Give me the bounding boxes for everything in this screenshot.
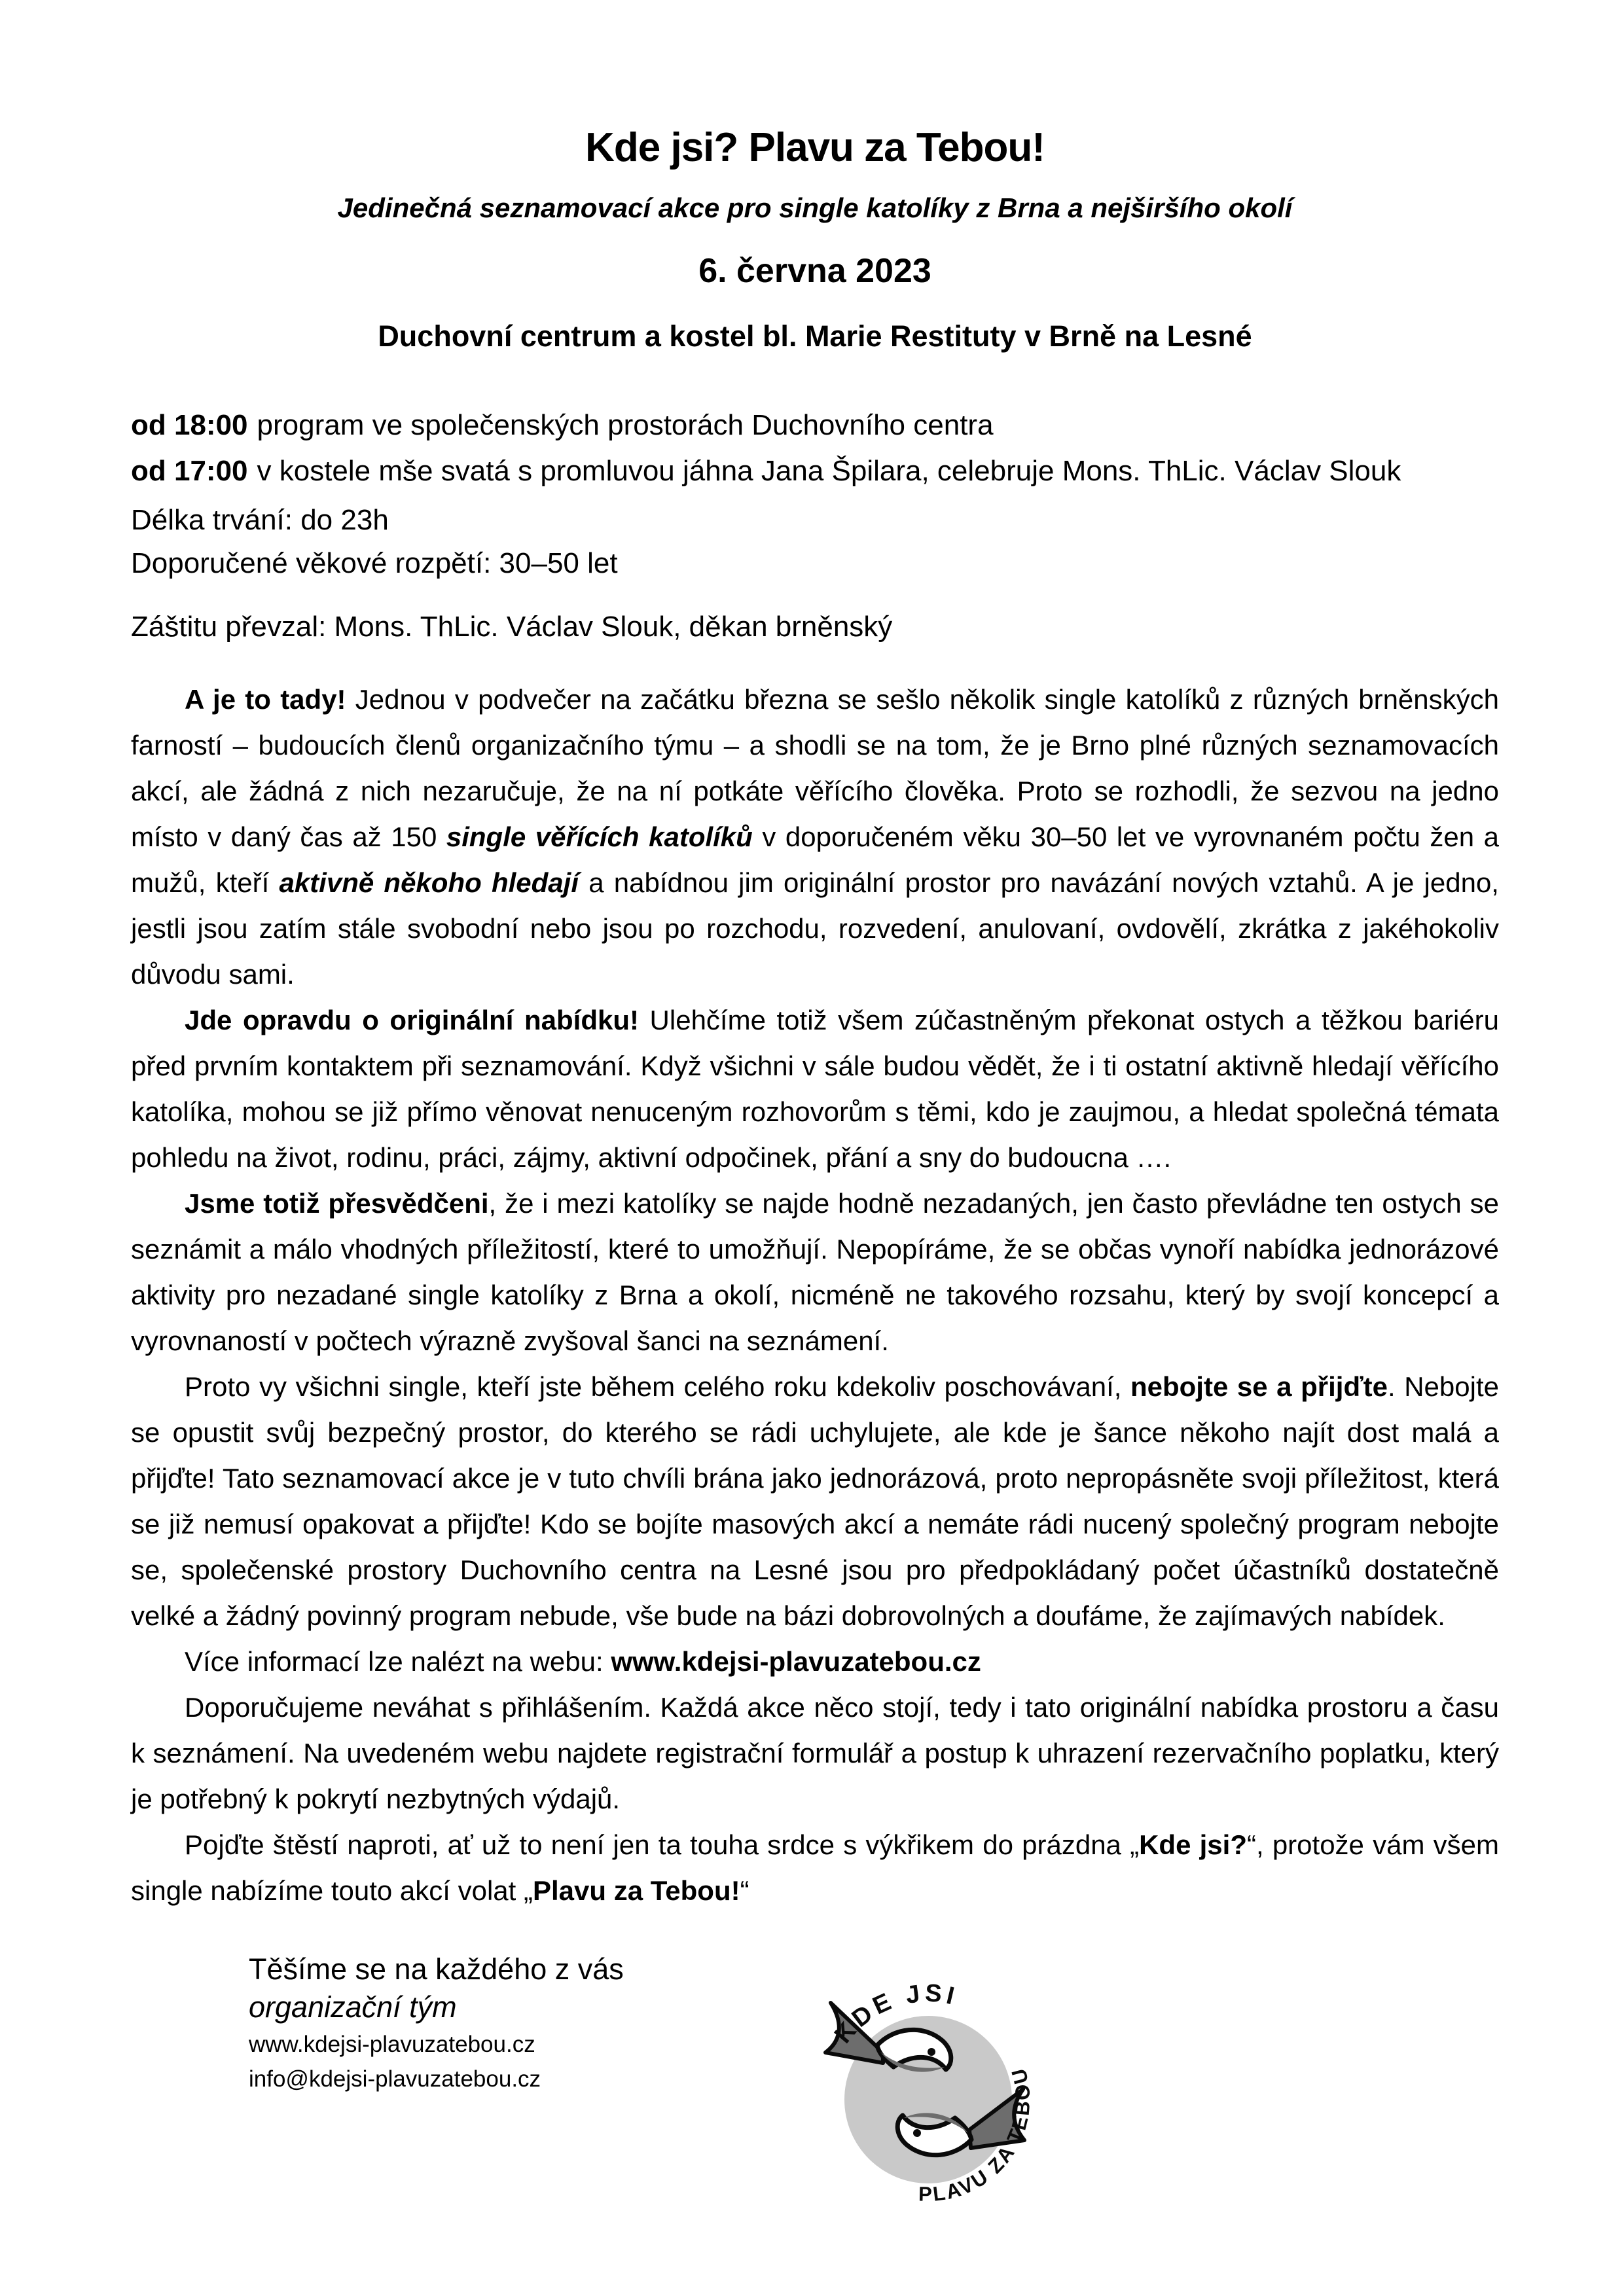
event-date: 6. června 2023 xyxy=(698,252,931,290)
schedule-block xyxy=(131,403,1499,494)
paragraph: Jsme totiž přesvědčeni, že i mezi katolíky se najde hodně nezadaných, jen často převládne ten ostych se seznámit a málo vhodných příležitostí, které to umožňují. Nepopíráme, že se občas vynoří nabídka jednorázové aktivity pro nezadané single katolíky z Brna a okolí, nicméně ne takového rozsahu, který by svojí koncepcí a vyrovnaností v počtech výrazně zvyšoval šanci na seznámení. xyxy=(131,1188,1499,1356)
paragraph: Jde opravdu o originální nabídku! Ulehčíme totiž všem zúčastněným překonat ostych a těžkou bariéru před prvním kontaktem při seznamování. Když všichni v sále budou vědět, že i ti ostatní aktivně hledají věřícího katolíka, mohou se již přímo věnovat nenuceným rozhovorům s těmi, kdo je zaujmou, a hledat společná témata pohledu na život, rodinu, práci, zájmy, aktivní odpočinek, přání a sny do budoucna …. xyxy=(131,1005,1499,1173)
schedule-desc: v kostele mše svatá s promluvou jáhna Jana Špilara, celebruje Mons. ThLic. Václav Slouk xyxy=(257,455,1401,487)
details-block xyxy=(131,499,1499,585)
fish-logo xyxy=(805,1980,1054,2229)
footer-closing: Těšíme se na každého z vás xyxy=(249,1952,624,1986)
patronage-line: Záštitu převzal: Mons. ThLic. Václav Slouk, děkan brněnský xyxy=(131,611,893,643)
page-title: Kde jsi? Plavu za Tebou! xyxy=(585,125,1045,170)
footer-website: www.kdejsi-plavuzatebou.cz xyxy=(249,2032,535,2057)
paragraph: Pojďte štěstí naproti, ať už to není jen ta touha srdce s výkřikem do prázdna „Kde jsi?“, protože vám všem single nabízíme touto akcí volat „Plavu za Tebou!“ xyxy=(131,1829,1499,1906)
footer-email: info@kdejsi-plavuzatebou.cz xyxy=(249,2066,541,2092)
body-text xyxy=(131,677,1499,1914)
paragraph: A je to tady! Jednou v podvečer na začátku března se sešlo několik single katolíků z různých brněnských farností – budoucích členů organizačního týmu – a shodli se na tom, že je Brno plné různých seznamovacích akcí, ale žádná z nich nezaručuje, že na ní potkáte věřícího člověka. Proto se rozhodli, že sezvou na jedno místo v daný čas až 150 single věřících katolíků v doporučeném věku 30–50 let ve vyrovnaném počtu žen a mužů, kteří aktivně někoho hledají a nabídnou jim originální prostor pro navázání nových vztahů. A je jedno, jestli jsou zatím stále svobodní nebo jsou po rozchodu, rozvedení, anulovaní, ovdovělí, zkrátka z jakéhokoliv důvodu sami. xyxy=(131,684,1499,990)
schedule-desc: program ve společenských prostorách Duchovního centra xyxy=(257,409,994,441)
fish-eye xyxy=(928,2048,935,2056)
schedule-time: od 18:00 xyxy=(131,409,248,441)
age-range-line: Doporučené věkové rozpětí: 30–50 let xyxy=(131,547,618,579)
schedule-row xyxy=(131,448,1499,494)
schedule-row xyxy=(131,403,1499,448)
footer-signature: organizační tým xyxy=(249,1990,457,2024)
paragraph: Doporučujeme neváhat s přihlášením. Každá akce něco stojí, tedy i tato originální nabídka prostoru a času k seznámení. Na uvedeném webu najdete registrační formulář a postup k uhrazení rezervačního poplatku, který je potřebný k pokrytí nezbytných výdajů. xyxy=(131,1692,1499,1814)
logo-arc-text-top: KDE JSI xyxy=(829,1980,961,2049)
schedule-time: od 17:00 xyxy=(131,455,248,487)
subtitle: Jedinečná seznamovací akce pro single katolíky z Brna a nejširšího okolí xyxy=(337,192,1293,223)
fish-eye xyxy=(913,2129,921,2137)
paragraph: Proto vy všichni single, kteří jste během celého roku kdekoliv poschovávaní, nebojte se a přijďte. Nebojte se opustit svůj bezpečný prostor, do kterého se rádi uchylujete, ale kde je šance někoho najít dost malá a přijďte! Tato seznamovací akce je v tuto chvíli brána jako jednorázová, proto nepropásněte svoji příležitost, která se již nemusí opakovat a přijďte! Kdo se bojíte masových akcí a nemáte rádi nucený společný program nebojte se, společenské prostory Duchovního centra na Lesné jsou pro předpokládaný počet účastníků dostatečně velké a žádný povinný program nebude, vše bude na bázi dobrovolných a doufáme, že zajímavých nabídek. xyxy=(131,1371,1499,1631)
venue-line: Duchovní centrum a kostel bl. Marie Restituty v Brně na Lesné xyxy=(378,319,1252,353)
paragraph-website: Více informací lze nalézt na webu: www.kdejsi-plavuzatebou.cz xyxy=(185,1646,981,1677)
logo-arc-text-bottom: PLAVU ZA TEBOU xyxy=(918,2064,1035,2206)
duration-line: Délka trvání: do 23h xyxy=(131,504,389,536)
